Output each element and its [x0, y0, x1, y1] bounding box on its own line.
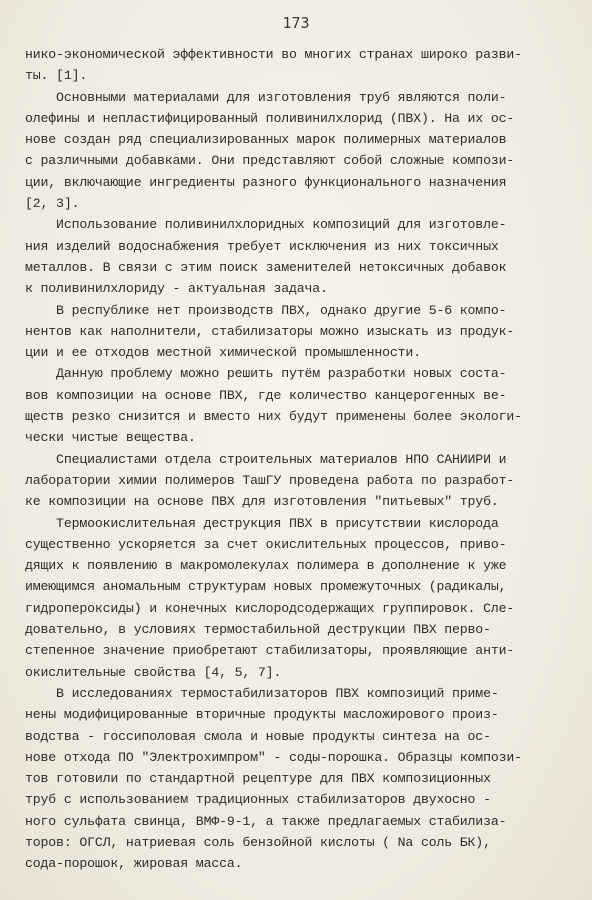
body-text [25, 44, 565, 875]
text-line: дящих к появлению в макромолекулах полимера в дополнение к уже [25, 558, 507, 574]
text-line: торов: ОГСЛ, натриевая соль бензойной кислоты ( Na соль БК), [25, 834, 491, 850]
text-line: довательно, в условиях термостабильной деструкции ПВХ перво- [25, 622, 491, 638]
text-line: нове отхода ПО "Электрохимпром" - соды-порошка. Образцы компози- [25, 749, 522, 765]
paragraph [25, 449, 565, 513]
paragraph [25, 87, 565, 215]
text-line: нены модифицированные вторичные продукты масложирового произ- [25, 707, 499, 723]
text-line: чески чистые вещества. [25, 430, 196, 446]
text-line: ции и ее отходов местной химической промышленности. [25, 345, 421, 361]
text-line: металлов. В связи с этим поиск заменителей нетоксичных добавок [25, 259, 507, 275]
text-line: тов готовили по стандартной рецептуре для ПВХ композиционных [25, 771, 491, 787]
text-line: нентов как наполнители, стабилизаторы можно изыскать из продук- [25, 323, 515, 339]
text-line: степенное значение приобретают стабилизаторы, проявляющие анти- [25, 643, 515, 659]
text-line: труб с использованием традиционных стабилизаторов двухосно - [25, 792, 491, 808]
text-line: нико-экономической эффективности во многих странах широко разви- [25, 47, 522, 62]
paragraph [25, 363, 565, 448]
text-line: Термоокислительная деструкция ПВХ в присутствии кислорода [25, 515, 499, 531]
text-line: ке композиции на основе ПВХ для изготовления "питьевых" труб. [25, 494, 499, 510]
text-line: Использование поливинилхлоридных композиций для изготовле- [25, 217, 507, 233]
text-line: ты. [1]. [25, 68, 88, 84]
paragraph [25, 214, 565, 299]
paragraph [25, 44, 565, 87]
text-line: с различными добавками. Они представляют собой сложные компози- [25, 153, 515, 169]
text-line: ции, включающие ингредиенты разного функционального назначения [25, 174, 507, 190]
page-number: 173 [282, 14, 310, 32]
paragraph [25, 513, 565, 683]
text-line: нове создан ряд специализированных марок полимерных материалов [25, 132, 507, 148]
paragraph [25, 683, 565, 875]
text-line: окислительные свойства [4, 5, 7]. [25, 664, 282, 680]
text-line: лаборатории химии полимеров ТашГУ проведена работа по разработ- [25, 472, 515, 488]
text-line: ния изделий водоснабжения требует исключения из них токсичных [25, 238, 499, 254]
paragraph [25, 300, 565, 364]
text-line: ществ резко снизится и вместо них будут применены более экологи- [25, 409, 522, 425]
text-line: Данную проблему можно решить путём разработки новых соста- [25, 366, 507, 382]
text-line: В республике нет производств ПВХ, однако другие 5-6 компо- [25, 302, 507, 318]
text-line: водства - госсиполовая смола и новые продукты синтеза на ос- [25, 728, 491, 744]
text-line: имеющимся аномальным структурам новых промежуточных (радикалы, [25, 579, 507, 595]
text-line: [2, 3]. [25, 196, 80, 212]
text-line: ного сульфата свинца, ВМФ-9-1, а также предлагаемых стабилиза- [25, 813, 507, 829]
text-line: гидропероксиды) и конечных кислородсодержащих группировок. Сле- [25, 600, 515, 616]
text-line: к поливинилхлориду - актуальная задача. [25, 281, 328, 297]
text-line: сода-порошок, жировая масса. [25, 856, 243, 872]
text-line: существенно ускоряется за счет окислительных процессов, приво- [25, 536, 507, 552]
text-line: В исследованиях термостабилизаторов ПВХ композиций приме- [25, 685, 499, 701]
text-line: Специалистами отдела строительных материалов НПО САНИИРИ и [25, 451, 507, 467]
text-line: вов композиции на основе ПВХ, где количество канцерогенных ве- [25, 387, 507, 403]
text-line: Основными материалами для изготовления труб являются поли- [25, 89, 507, 105]
text-line: олефины и непластифицированный поливинилхлорид (ПВХ). На их ос- [25, 110, 515, 126]
